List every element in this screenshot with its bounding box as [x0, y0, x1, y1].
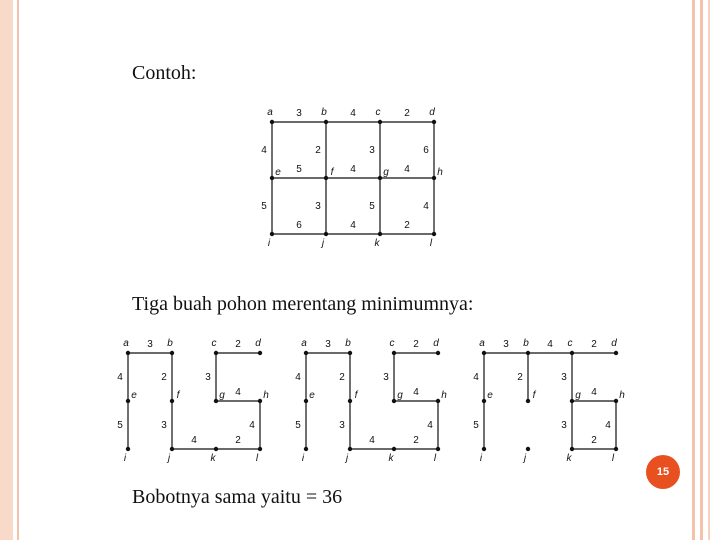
edge-weight-label: 3 — [561, 420, 567, 431]
vertex-l — [258, 447, 262, 451]
edge-weight-label: 6 — [296, 220, 302, 231]
edge-weight-label: 3 — [325, 339, 331, 350]
vertex-label: e — [275, 167, 281, 178]
edge-weight-label: 2 — [517, 372, 523, 383]
edge-weight-label: 4 — [547, 339, 553, 350]
edge-weight-label: 2 — [404, 108, 410, 119]
vertex-label: k — [566, 453, 572, 464]
vertex-label: k — [210, 453, 216, 464]
vertex-g — [570, 399, 574, 403]
edge-weight-label: 3 — [296, 108, 302, 119]
edge-weight-label: 4 — [404, 164, 410, 175]
vertex-e — [304, 399, 308, 403]
edge-weight-label: 5 — [295, 420, 301, 431]
vertex-label: g — [219, 390, 225, 401]
vertex-b — [324, 120, 328, 124]
vertex-label: b — [345, 338, 351, 349]
spanning-trees-heading: Tiga buah pohon merentang minimumnya: — [132, 293, 474, 315]
vertex-l — [614, 447, 618, 451]
edge-weight-label: 2 — [404, 220, 410, 231]
vertex-b — [348, 351, 352, 355]
vertex-h — [614, 399, 618, 403]
vertex-j — [348, 447, 352, 451]
vertex-label: a — [301, 338, 307, 349]
edge-weight-label: 4 — [295, 372, 301, 383]
vertex-e — [126, 399, 130, 403]
vertex-label: e — [309, 390, 315, 401]
vertex-label: c — [211, 338, 217, 349]
vertex-label: k — [374, 238, 380, 249]
edge-weight-label: 5 — [261, 201, 267, 212]
vertex-j — [324, 232, 328, 236]
edge-weight-label: 3 — [315, 201, 321, 212]
edge-weight-label: 4 — [350, 220, 356, 231]
vertex-label: g — [383, 167, 389, 178]
edge-weight-label: 3 — [561, 372, 567, 383]
vertex-label: d — [255, 338, 261, 349]
vertex-label: i — [123, 453, 127, 464]
vertex-g — [392, 399, 396, 403]
edge-weight-label: 5 — [296, 164, 302, 175]
vertex-g — [378, 176, 382, 180]
edge-weight-label: 2 — [315, 145, 321, 156]
vertex-f — [526, 399, 530, 403]
vertex-label: l — [611, 453, 615, 464]
edge-weight-label: 2 — [413, 435, 419, 446]
vertex-label: j — [523, 453, 527, 464]
vertex-a — [482, 351, 486, 355]
edge-weight-label: 4 — [350, 164, 356, 175]
edge-weight-label: 4 — [427, 420, 433, 431]
vertex-label: j — [321, 238, 325, 249]
vertex-l — [432, 232, 436, 236]
edge-weight-label: 4 — [369, 435, 375, 446]
vertex-label: h — [441, 390, 447, 401]
vertex-label: h — [437, 167, 443, 178]
edge-weight-label: 2 — [591, 339, 597, 350]
vertex-a — [304, 351, 308, 355]
edge-weight-label: 2 — [235, 435, 241, 446]
vertex-label: c — [375, 107, 381, 118]
vertex-g — [214, 399, 218, 403]
vertex-label: a — [267, 107, 273, 118]
edge-weight-label: 2 — [161, 372, 167, 383]
vertex-label: l — [255, 453, 259, 464]
edge-weight-label: 3 — [503, 339, 509, 350]
vertex-k — [378, 232, 382, 236]
vertex-label: h — [263, 390, 269, 401]
vertex-label: f — [354, 390, 358, 401]
edge-weight-label: 4 — [261, 145, 267, 156]
vertex-label: h — [619, 390, 625, 401]
vertex-label: k — [388, 453, 394, 464]
spanning-tree-1 — [117, 338, 269, 464]
vertex-d — [436, 351, 440, 355]
vertex-label: d — [611, 338, 617, 349]
spanning-tree-3 — [473, 338, 625, 464]
example-heading: Contoh: — [132, 62, 197, 84]
vertex-i — [482, 447, 486, 451]
vertex-label: c — [567, 338, 573, 349]
vertex-k — [392, 447, 396, 451]
vertex-label: j — [167, 453, 171, 464]
edge-weight-label: 4 — [350, 108, 356, 119]
vertex-e — [482, 399, 486, 403]
vertex-label: a — [123, 338, 129, 349]
edge-weight-label: 5 — [369, 201, 375, 212]
vertex-label: b — [321, 107, 327, 118]
vertex-c — [378, 120, 382, 124]
edge-weight-label: 3 — [339, 420, 345, 431]
vertex-label: i — [479, 453, 483, 464]
vertex-a — [126, 351, 130, 355]
vertex-h — [436, 399, 440, 403]
vertex-c — [392, 351, 396, 355]
edge-weight-label: 4 — [605, 420, 611, 431]
edge-weight-label: 4 — [423, 201, 429, 212]
vertex-b — [170, 351, 174, 355]
vertex-d — [432, 120, 436, 124]
spanning-tree-2 — [295, 338, 447, 464]
vertex-i — [126, 447, 130, 451]
vertex-label: f — [532, 390, 536, 401]
vertex-label: e — [487, 390, 493, 401]
vertex-label: f — [330, 167, 334, 178]
edge-weight-label: 4 — [473, 372, 479, 383]
vertex-k — [214, 447, 218, 451]
edge-weight-label: 4 — [191, 435, 197, 446]
vertex-label: i — [267, 238, 271, 249]
vertex-a — [270, 120, 274, 124]
edge-weight-label: 3 — [147, 339, 153, 350]
vertex-label: b — [523, 338, 529, 349]
edge-weight-label: 4 — [591, 387, 597, 398]
vertex-label: i — [301, 453, 305, 464]
vertex-d — [258, 351, 262, 355]
edge-weight-label: 5 — [117, 420, 123, 431]
vertex-label: b — [167, 338, 173, 349]
edge-weight-label: 2 — [339, 372, 345, 383]
vertex-i — [270, 232, 274, 236]
vertex-label: d — [429, 107, 435, 118]
vertex-k — [570, 447, 574, 451]
vertex-i — [304, 447, 308, 451]
vertex-label: l — [433, 453, 437, 464]
vertex-label: e — [131, 390, 137, 401]
edge-weight-label: 2 — [413, 339, 419, 350]
example-graph-edges — [261, 107, 443, 249]
edge-weight-label: 3 — [369, 145, 375, 156]
edge-weight-label: 3 — [161, 420, 167, 431]
vertex-label: f — [176, 390, 180, 401]
vertex-label: j — [345, 453, 349, 464]
vertex-f — [324, 176, 328, 180]
edge-weight-label: 5 — [473, 420, 479, 431]
edge-weight-label: 3 — [205, 372, 211, 383]
vertex-label: l — [429, 238, 433, 249]
vertex-c — [570, 351, 574, 355]
vertex-f — [348, 399, 352, 403]
vertex-d — [614, 351, 618, 355]
vertex-label: d — [433, 338, 439, 349]
edge-weight-label: 6 — [423, 145, 429, 156]
vertex-h — [258, 399, 262, 403]
vertex-f — [170, 399, 174, 403]
vertex-label: c — [389, 338, 395, 349]
vertex-label: g — [575, 390, 581, 401]
edge-weight-label: 4 — [235, 387, 241, 398]
vertex-label: a — [479, 338, 485, 349]
edge-weight-label: 3 — [383, 372, 389, 383]
edge-weight-label: 4 — [413, 387, 419, 398]
edge-weight-label: 4 — [117, 372, 123, 383]
edge-weight-label: 4 — [249, 420, 255, 431]
vertex-h — [432, 176, 436, 180]
vertex-e — [270, 176, 274, 180]
vertex-c — [214, 351, 218, 355]
vertex-b — [526, 351, 530, 355]
vertex-l — [436, 447, 440, 451]
edge-weight-label: 2 — [591, 435, 597, 446]
vertex-label: g — [397, 390, 403, 401]
vertex-j — [170, 447, 174, 451]
weight-statement: Bobotnya sama yaitu = 36 — [132, 486, 343, 508]
page-number-badge: 15 — [646, 455, 680, 489]
edge-weight-label: 2 — [235, 339, 241, 350]
vertex-j — [526, 447, 530, 451]
